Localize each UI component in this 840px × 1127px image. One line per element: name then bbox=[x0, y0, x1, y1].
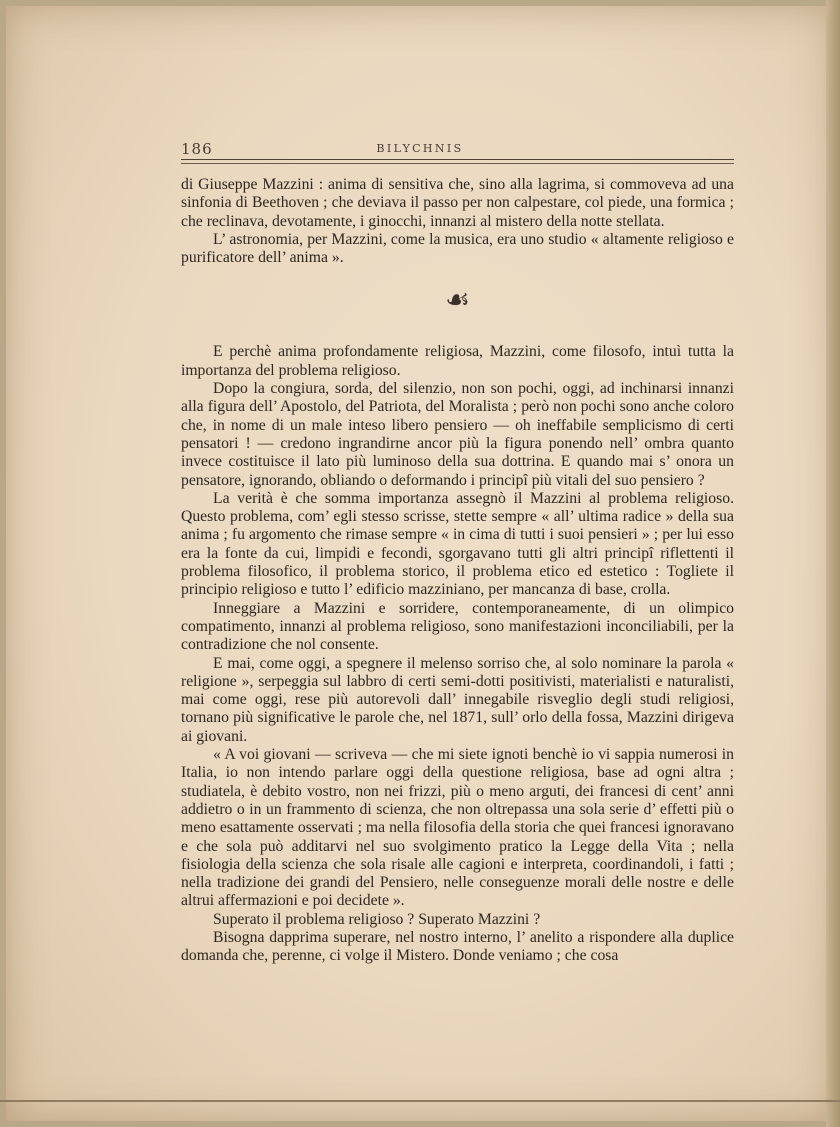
paragraph: La verità è che somma importanza assegnò il Mazzini al problema religioso. Questo problema, com’ egli stesso scrisse, stette sempre « all’ ultima radice » della sua anima ; fu argomento che rimase sempre « in cima di tutti i suoi pensieri » ; per lui esso era la fonte da cui, limpidi e fecondi, sgorgavano tutti gli altri principî riflettenti il problema filosofico, il problema storico, il problema etico ed estetico : Togliete il principio religioso e tutto l’ edificio mazziniano, per mancanza di base, crolla. bbox=[181, 489, 734, 599]
section-ornament-icon: ☙ bbox=[444, 285, 471, 317]
running-title: BILYCHNIS bbox=[376, 142, 464, 155]
paragraph: Bisogna dapprima superare, nel nostro interno, l’ anelito a rispondere alla duplice domanda che, perenne, ci volge il Mistero. Donde veniamo ; che cosa bbox=[181, 928, 734, 965]
page-bottom-edge bbox=[0, 1100, 840, 1102]
book-spine bbox=[826, 0, 840, 1127]
paragraph: Dopo la congiura, sorda, del silenzio, non son pochi, oggi, ad inchinarsi innanzi alla figura dell’ Apostolo, del Patriota, del Moralista ; però non pochi sono anche coloro che, in nome di un male inteso libero pensiero — oh ineffabile semplicismo di certi pensatori ! — credono ingrandirne ancor più la figura ponendo nell’ ombra quanto invece costituisce il lato più luminoso della sua dottrina. E quando mai s’ onora un pensatore, ignorando, obliando o deformando i principî più vitali del suo pensiero ? bbox=[181, 380, 734, 489]
header-rule-thin bbox=[181, 163, 734, 164]
paragraph: « A voi giovani — scriveva — che mi siete ignoti benchè io vi sappia numerosi in Italia, io non intendo parlare oggi della questione religiosa, base ad ogni altra ; studiatela, è debito vostro, non nei frizzi, più o meno arguti, dei francesi di cent’ anni addietro o in un frammento di scienza, che non oltrepassa una sola serie d’ effetti più o meno esattamente osservati ; ma nella filosofia della storia che quei francesi ignoravano e che sola può additarvi nel suo svolgimento pratico la Legge della Vita ; nella fisiologia della scienza che sola risale alle cagioni e interpreta, coordinandoli, i fatti ; nella tradizione dei grandi del Pensiero, nelle conseguenze morali delle nostre e delle altrui affermazioni e poi decidete ». bbox=[181, 746, 734, 910]
paragraph: E perchè anima profondamente religiosa, Mazzini, come filosofo, intuì tutta la importanza del problema religioso. bbox=[181, 343, 734, 379]
paragraph: Superato il problema religioso ? Superato Mazzini ? bbox=[213, 910, 541, 928]
paragraph: E mai, come oggi, a spegnere il melenso sorriso che, al solo nominare la parola « religione », serpeggia sul labbro di certi semi-dotti positivisti, materialisti e naturalisti, mai come oggi, rese più autorevoli dall’ innegabile risveglio degli studi religiosi, tornano più significative le parole che, nel 1871, sull’ orlo della fossa, Mazzini dirigeva ai giovani. bbox=[181, 654, 734, 745]
paragraph: L’ astronomia, per Mazzini, come la musica, era uno studio « altamente religioso e purificatore dell’ anima ». bbox=[181, 230, 734, 267]
body-text bbox=[181, 176, 734, 966]
paragraph: Inneggiare a Mazzini e sorridere, contemporaneamente, di un olimpico compatimento, innanzi al problema religioso, sono manifestazioni inconciliabili, per la contradizione che nol consente. bbox=[181, 599, 734, 654]
header-rule bbox=[181, 159, 734, 160]
page-number: 186 bbox=[181, 140, 213, 158]
paragraph: di Giuseppe Mazzini : anima di sensitiva che, sino alla lagrima, si commoveva ad una sinfonia di Beethoven ; che deviava il passo per non calpestare, col piede, una formica ; che reclinava, devotamente, i ginocchi, innanzi al mistero della notte stellata. bbox=[181, 176, 734, 230]
